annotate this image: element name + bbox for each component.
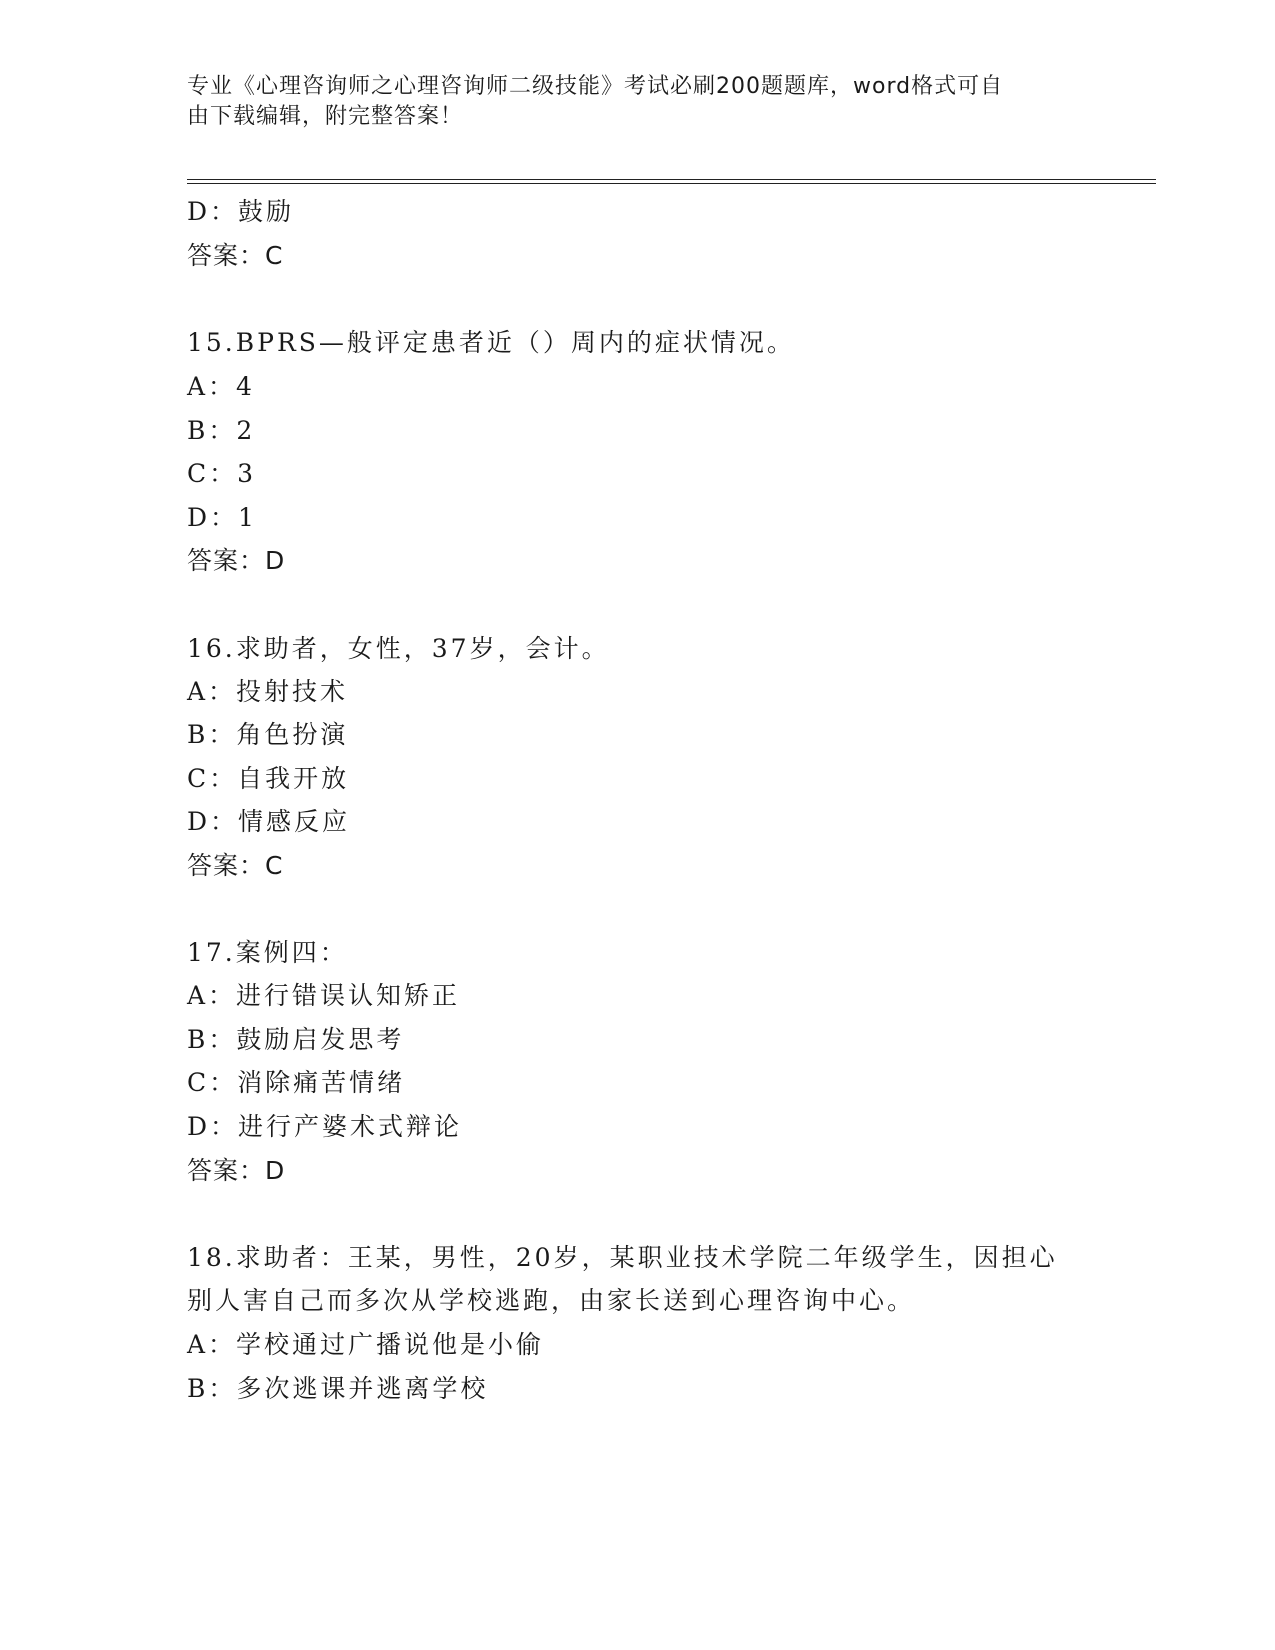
option-line: C：3 bbox=[187, 459, 257, 488]
option-line: D：情感反应 bbox=[187, 807, 351, 836]
answer-line: 答案：C bbox=[187, 851, 284, 880]
option-line: A：进行错误认知矫正 bbox=[187, 981, 461, 1010]
option-line: C：自我开放 bbox=[187, 764, 350, 793]
option-line: B：鼓励启发思考 bbox=[187, 1025, 405, 1054]
question-18-line-1: 18.求助者：王某，男性，20岁，某职业技术学院二年级学生，因担心 bbox=[187, 1243, 1058, 1272]
option-line: A：4 bbox=[187, 372, 255, 401]
header-divider-top bbox=[187, 179, 1156, 180]
header-line-2: 由下载编辑，附完整答案！ bbox=[187, 104, 464, 129]
option-line: C：消除痛苦情绪 bbox=[187, 1068, 406, 1097]
header-divider-bottom bbox=[187, 183, 1156, 184]
answer-line: 答案：C bbox=[187, 241, 284, 270]
option-line: D：进行产婆术式辩论 bbox=[187, 1112, 463, 1141]
option-line: B：2 bbox=[187, 416, 256, 445]
question-18-line-2: 别人害自己而多次从学校逃跑，由家长送到心理咨询中心。 bbox=[187, 1286, 916, 1315]
question-15: 15.BPRS—般评定患者近（）周内的症状情况。 bbox=[187, 328, 795, 357]
header-line-1: 专业《心理咨询师之心理咨询师二级技能》考试必刷200题题库，word格式可自 bbox=[187, 74, 1004, 99]
document-header bbox=[187, 72, 1067, 132]
question-16: 16.求助者，女性，37岁，会计。 bbox=[187, 634, 610, 663]
option-line: D：1 bbox=[187, 503, 257, 532]
option-line: B：角色扮演 bbox=[187, 720, 349, 749]
option-line: B：多次逃课并逃离学校 bbox=[187, 1374, 489, 1403]
option-line: A：投射技术 bbox=[187, 677, 349, 706]
answer-line: 答案：D bbox=[187, 1156, 286, 1185]
answer-line: 答案：D bbox=[187, 546, 286, 575]
option-line: A：学校通过广播说他是小偷 bbox=[187, 1330, 545, 1359]
option-line: D：鼓励 bbox=[187, 197, 295, 226]
question-17: 17.案例四： bbox=[187, 938, 348, 967]
